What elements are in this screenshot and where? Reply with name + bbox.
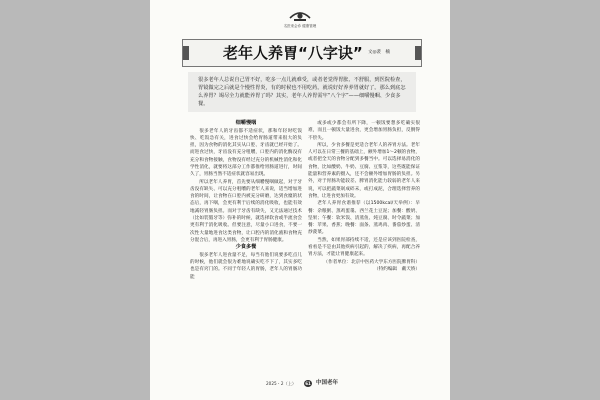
title-bar-right [415,46,421,60]
body-paragraph: 当然，如果胃部持续不适，还是应该到医院检查，看看是不是由其他疾病引起的，解决了疾病，再配合养胃方法，才能让胃健康起来。 [308,237,420,258]
article-byline: 文◎裴 楠 [368,50,390,55]
body-paragraph: 所以，少食多餐是更适合老年人的养胃方法。老年人可以在日常三餐的基础上，额外增加1～2顿的食物，或者把全天的食物分配到多餐当中。可以选择易消化的食物，比如酸奶、牛奶、豆腐、豆浆等，这些既能保证能量和营养素的摄入，还不会额外增加胃肠的负担。另外，对于胃肠功能较差、脾胃消化能力较弱的老年人来说，可以把蔬菜剁成碎末，或打成泥，合理选择营养的食物，让进食更加有效。 [308,142,420,199]
body-paragraph: 很多老年人进食量不足，每当有他们说要多吃点儿的时候，他们就会很为难地说确实吃不下了，其实多吃也是有窍门的。不同于年轻人的胃肠，老年人的胃肠功能 [190,252,302,280]
title-bar-left [183,46,189,60]
title-banner [182,39,422,67]
magazine-brand: 中国老年 [316,380,339,386]
body-paragraph: 所以老年人养胃，首先要从细嚼慢咽做起，对于牙齿没有缺失、可以充分咀嚼的老年人来说，适当增加进食的时间，让食物在口腔内被充分研磨，达到食糜的状态后，再下咽，会更有利于后续的消化吸收，也能有效地减轻胃肠负担。而对于牙齿有缺失，又无法通过技术（比如装假牙等）弥补的时候，就选择软食或半流食会更有利于消化吸收。但要注意，尽量小口进食，不要一次性大量地进食这类食物，让口腔内的消化液和食物充分混合后，再进入胃肠，会更有利于胃肠健康。 [190,179,302,243]
issue-date: 2025・2（上） [266,381,297,386]
intro-box [188,72,416,112]
magazine-page [150,0,450,400]
body-paragraph: 或多或少都会有所下降，一顿饭要想多吃确实很难，而且一顿饭大量进食，更会增加胃肠负担，反倒得不偿失。 [308,121,420,141]
magazine-logo-icon [288,8,312,24]
article-note: （作者单位：北京中医药大学东方医院脾胃科） [323,259,420,265]
intro-text: 很多老年人总说自己胃不好，吃多一点儿就难受，或者老觉得胃胀、不舒服，到医院检查，胃镜做完之后就是个慢性胃炎，有的时候也不用吃药。就说好好养养胃就好了。那么到底怎么养胃？竭尽全力就能养胃了吗？其实，老年人养胃需牢“八个字”——细嚼慢咽、少食多餐。 [198,77,406,107]
body-paragraph: 老年人养胃食谱推荐（以1500kcal/天举例）：早餐：杂粮粥、蒸鸡蛋羹、西兰花土豆泥；加餐：酸奶、坚果；午餐：软米饭、清蒸鱼、炖豆腐、时令蔬菜；加餐：苹果、香蕉；晚餐：面条、蒸鸡肉、番茄炒蛋、清炒菠菜。 [308,201,420,236]
right-column [308,120,420,273]
section-heading: 细嚼慢咽 [235,120,257,126]
body-paragraph: 很多老年人的牙齿都不适症状，那和年轻时吃饭快、吃饭急有关，进食过快会给胃肠道带来很大的负担，因为食物的消化其实从口腔、牙齿就已经开始了。而进食过快，牙齿没有充分咀嚼，口腔内的消化酶没有充分和食物接触，食物没有经过充分的机械性消化和化学性消化，就要将这部分工作都推给胃肠道进行，时间久了，胃肠当然不适症状就容易出现。 [190,128,302,178]
section-heading: 少食多餐 [235,244,257,251]
article-note: （特约编辑 戴天娇） [374,266,420,272]
left-column [190,120,302,281]
logo-caption: 名医来会诊 健康管理 [283,24,317,28]
article-title: 老年人养胃“八字诀” [223,44,363,62]
page-number: 61 [305,381,311,386]
